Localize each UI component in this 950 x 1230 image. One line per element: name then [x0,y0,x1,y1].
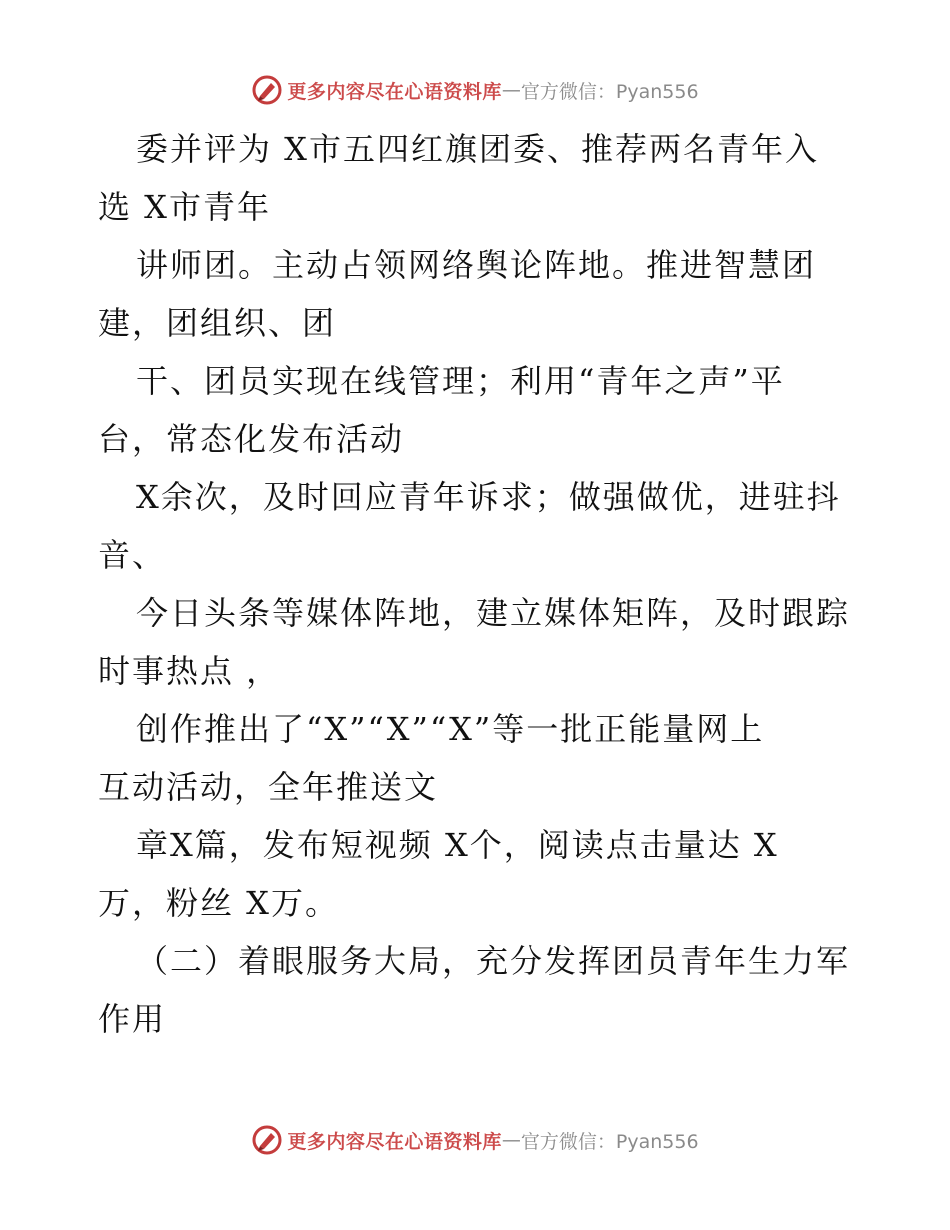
pen-logo-icon [251,74,283,106]
section-heading-line-2: 作用 [98,1000,167,1038]
paragraph-4-line-1: X余次，及时回应青年诉求；做强做优，进驻抖 [136,478,841,516]
paragraph-4-line-2: 音、 [98,536,167,574]
watermark-separator: — [501,79,521,101]
document-body [98,120,878,1048]
header-watermark [0,70,950,110]
watermark-official-text: 官方微信：Pyan556 [520,80,699,103]
watermark-separator: — [501,1129,521,1151]
section-heading-line-1: （二）着眼服务大局，充分发挥团员青年生力军 [136,942,851,980]
paragraph-1-line-2: 选 X市青年 [98,188,271,226]
paragraph-2-line-2: 建，团组织、团 [98,304,337,342]
paragraph-6-line-1: 创作推出了“X”“X”“X”等一批正能量网上 [136,710,765,748]
paragraph-5-line-2: 时事热点 ， [98,652,281,690]
paragraph-2-line-1: 讲师团。主动占领网络舆论阵地。推进智慧团 [136,246,817,284]
paragraph-6-line-2: 互动活动，全年推送文 [98,768,439,806]
paragraph-7-line-1: 章X篇，发布短视频 X个，阅读点击量达 X [136,826,779,864]
pen-logo-icon [251,1124,283,1156]
footer-watermark [0,1120,950,1160]
paragraph-5-line-1: 今日头条等媒体阵地，建立媒体矩阵，及时跟踪 [136,594,851,632]
paragraph-7-line-2: 万，粉丝 X万。 [98,884,339,922]
paragraph-3-line-2: 台，常态化发布活动 [98,420,405,458]
watermark-site-text: 更多内容尽在心语资料库 [287,80,502,103]
watermark-official-text: 官方微信：Pyan556 [520,1130,699,1153]
watermark-site-text: 更多内容尽在心语资料库 [287,1130,502,1153]
paragraph-3-line-1: 干、团员实现在线管理；利用“青年之声”平 [136,362,785,400]
paragraph-1-line-1: 委并评为 X市五四红旗团委、推荐两名青年入 [136,130,819,168]
